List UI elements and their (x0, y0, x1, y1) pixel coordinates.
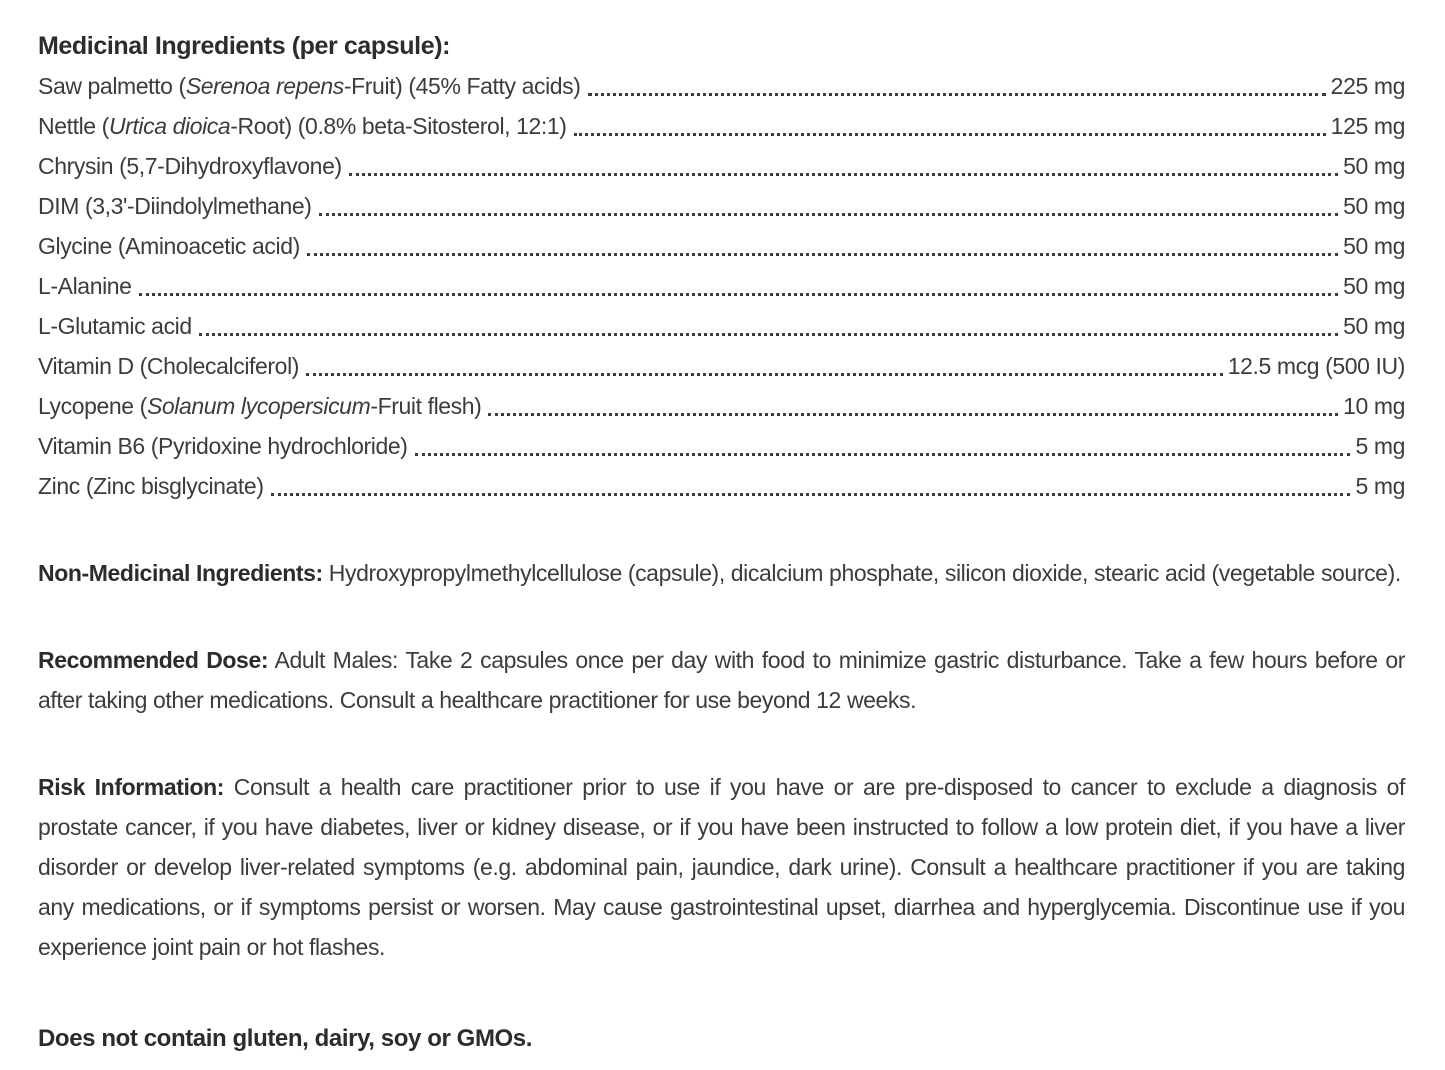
ingredient-amount: 225 mg (1330, 73, 1405, 99)
ingredient-amount: 50 mg (1343, 193, 1405, 219)
ingredient-name: L-Alanine (38, 273, 132, 299)
dot-leader (306, 373, 1223, 376)
ingredient-amount: 50 mg (1343, 233, 1405, 259)
recommended-dose-text: Adult Males: Take 2 capsules once per day with food to minimize gastric disturbance. Take a few hours before or after taking other medications. Consult a healthcare practitioner for use beyond 12 weeks. (38, 647, 1405, 713)
ingredient-row (38, 226, 1405, 266)
dot-leader (139, 293, 1338, 296)
risk-information-text: Consult a health care practitioner prior to use if you have or are pre-disposed to cancer to exclude a diagnosis of prostate cancer, if you have diabetes, liver or kidney disease, or if you have been instructed to follow a low protein diet, if you have a liver disorder or develop liver-related symptoms (e.g. abdominal pain, jaundice, dark urine). Consult a healthcare practitioner if you are taking any medications, or if symptoms persist or worsen. May cause gastrointestinal upset, diarrhea and hyperglycemia. Discontinue use if you experience joint pain or hot flashes. (38, 774, 1406, 960)
dot-leader (199, 333, 1338, 336)
ingredient-amount: 5 mg (1355, 473, 1405, 499)
non-medicinal-ingredients-label: Non-Medicinal Ingredients: (38, 560, 323, 586)
risk-information-section (38, 767, 1405, 967)
dot-leader (415, 453, 1351, 456)
ingredient-name: DIM (3,3'-Diindolylmethane) (38, 193, 312, 219)
ingredient-row (38, 346, 1405, 386)
ingredient-row (38, 426, 1405, 466)
ingredient-name: Glycine (Aminoacetic acid) (38, 233, 300, 259)
ingredient-amount: 10 mg (1343, 393, 1405, 419)
ingredient-row (38, 266, 1405, 306)
dot-leader (574, 133, 1326, 136)
ingredient-row (38, 106, 1405, 146)
ingredient-name: L-Glutamic acid (38, 313, 192, 339)
ingredient-row (38, 466, 1405, 506)
dot-leader (588, 93, 1326, 96)
ingredient-name: Vitamin D (Cholecalciferol) (38, 353, 300, 379)
risk-information-label: Risk Information: (38, 774, 225, 800)
recommended-dose-label: Recommended Dose: (38, 647, 269, 673)
dot-leader (271, 493, 1351, 496)
allergen-free-statement: Does not contain gluten, dairy, soy or GMOs. (38, 1025, 533, 1052)
ingredient-row (38, 146, 1405, 186)
ingredient-row (38, 186, 1405, 226)
dot-leader (319, 213, 1339, 216)
recommended-dose-section (38, 640, 1405, 720)
dot-leader (488, 413, 1338, 416)
medicinal-ingredients-list (38, 66, 1405, 506)
ingredient-amount: 12.5 mcg (500 IU) (1227, 353, 1405, 379)
ingredient-row (38, 66, 1405, 106)
ingredient-name: Nettle (Urtica dioica-Root) (0.8% beta-Sitosterol, 12:1) (38, 113, 567, 139)
dot-leader (307, 253, 1338, 256)
ingredient-amount: 5 mg (1355, 433, 1405, 459)
ingredient-row (38, 386, 1405, 426)
ingredient-amount: 50 mg (1343, 313, 1405, 339)
ingredient-amount: 50 mg (1343, 153, 1405, 179)
medicinal-ingredients-heading: Medicinal Ingredients (per capsule): (38, 32, 451, 60)
dot-leader (349, 173, 1338, 176)
ingredient-name: Saw palmetto (Serenoa repens-Fruit) (45% Fatty acids) (38, 73, 581, 99)
non-medicinal-ingredients-text: Hydroxypropylmethylcellulose (capsule), dicalcium phosphate, silicon dioxide, stearic acid (vegetable source). (328, 560, 1401, 586)
ingredient-name: Lycopene (Solanum lycopersicum-Fruit flesh) (38, 393, 482, 419)
ingredient-amount: 50 mg (1343, 273, 1405, 299)
ingredient-name: Zinc (Zinc bisglycinate) (38, 473, 264, 499)
ingredient-name: Vitamin B6 (Pyridoxine hydrochloride) (38, 433, 408, 459)
ingredient-row (38, 306, 1405, 346)
non-medicinal-ingredients-section (38, 553, 1405, 593)
ingredient-name: Chrysin (5,7-Dihydroxyflavone) (38, 153, 342, 179)
ingredient-amount: 125 mg (1330, 113, 1405, 139)
